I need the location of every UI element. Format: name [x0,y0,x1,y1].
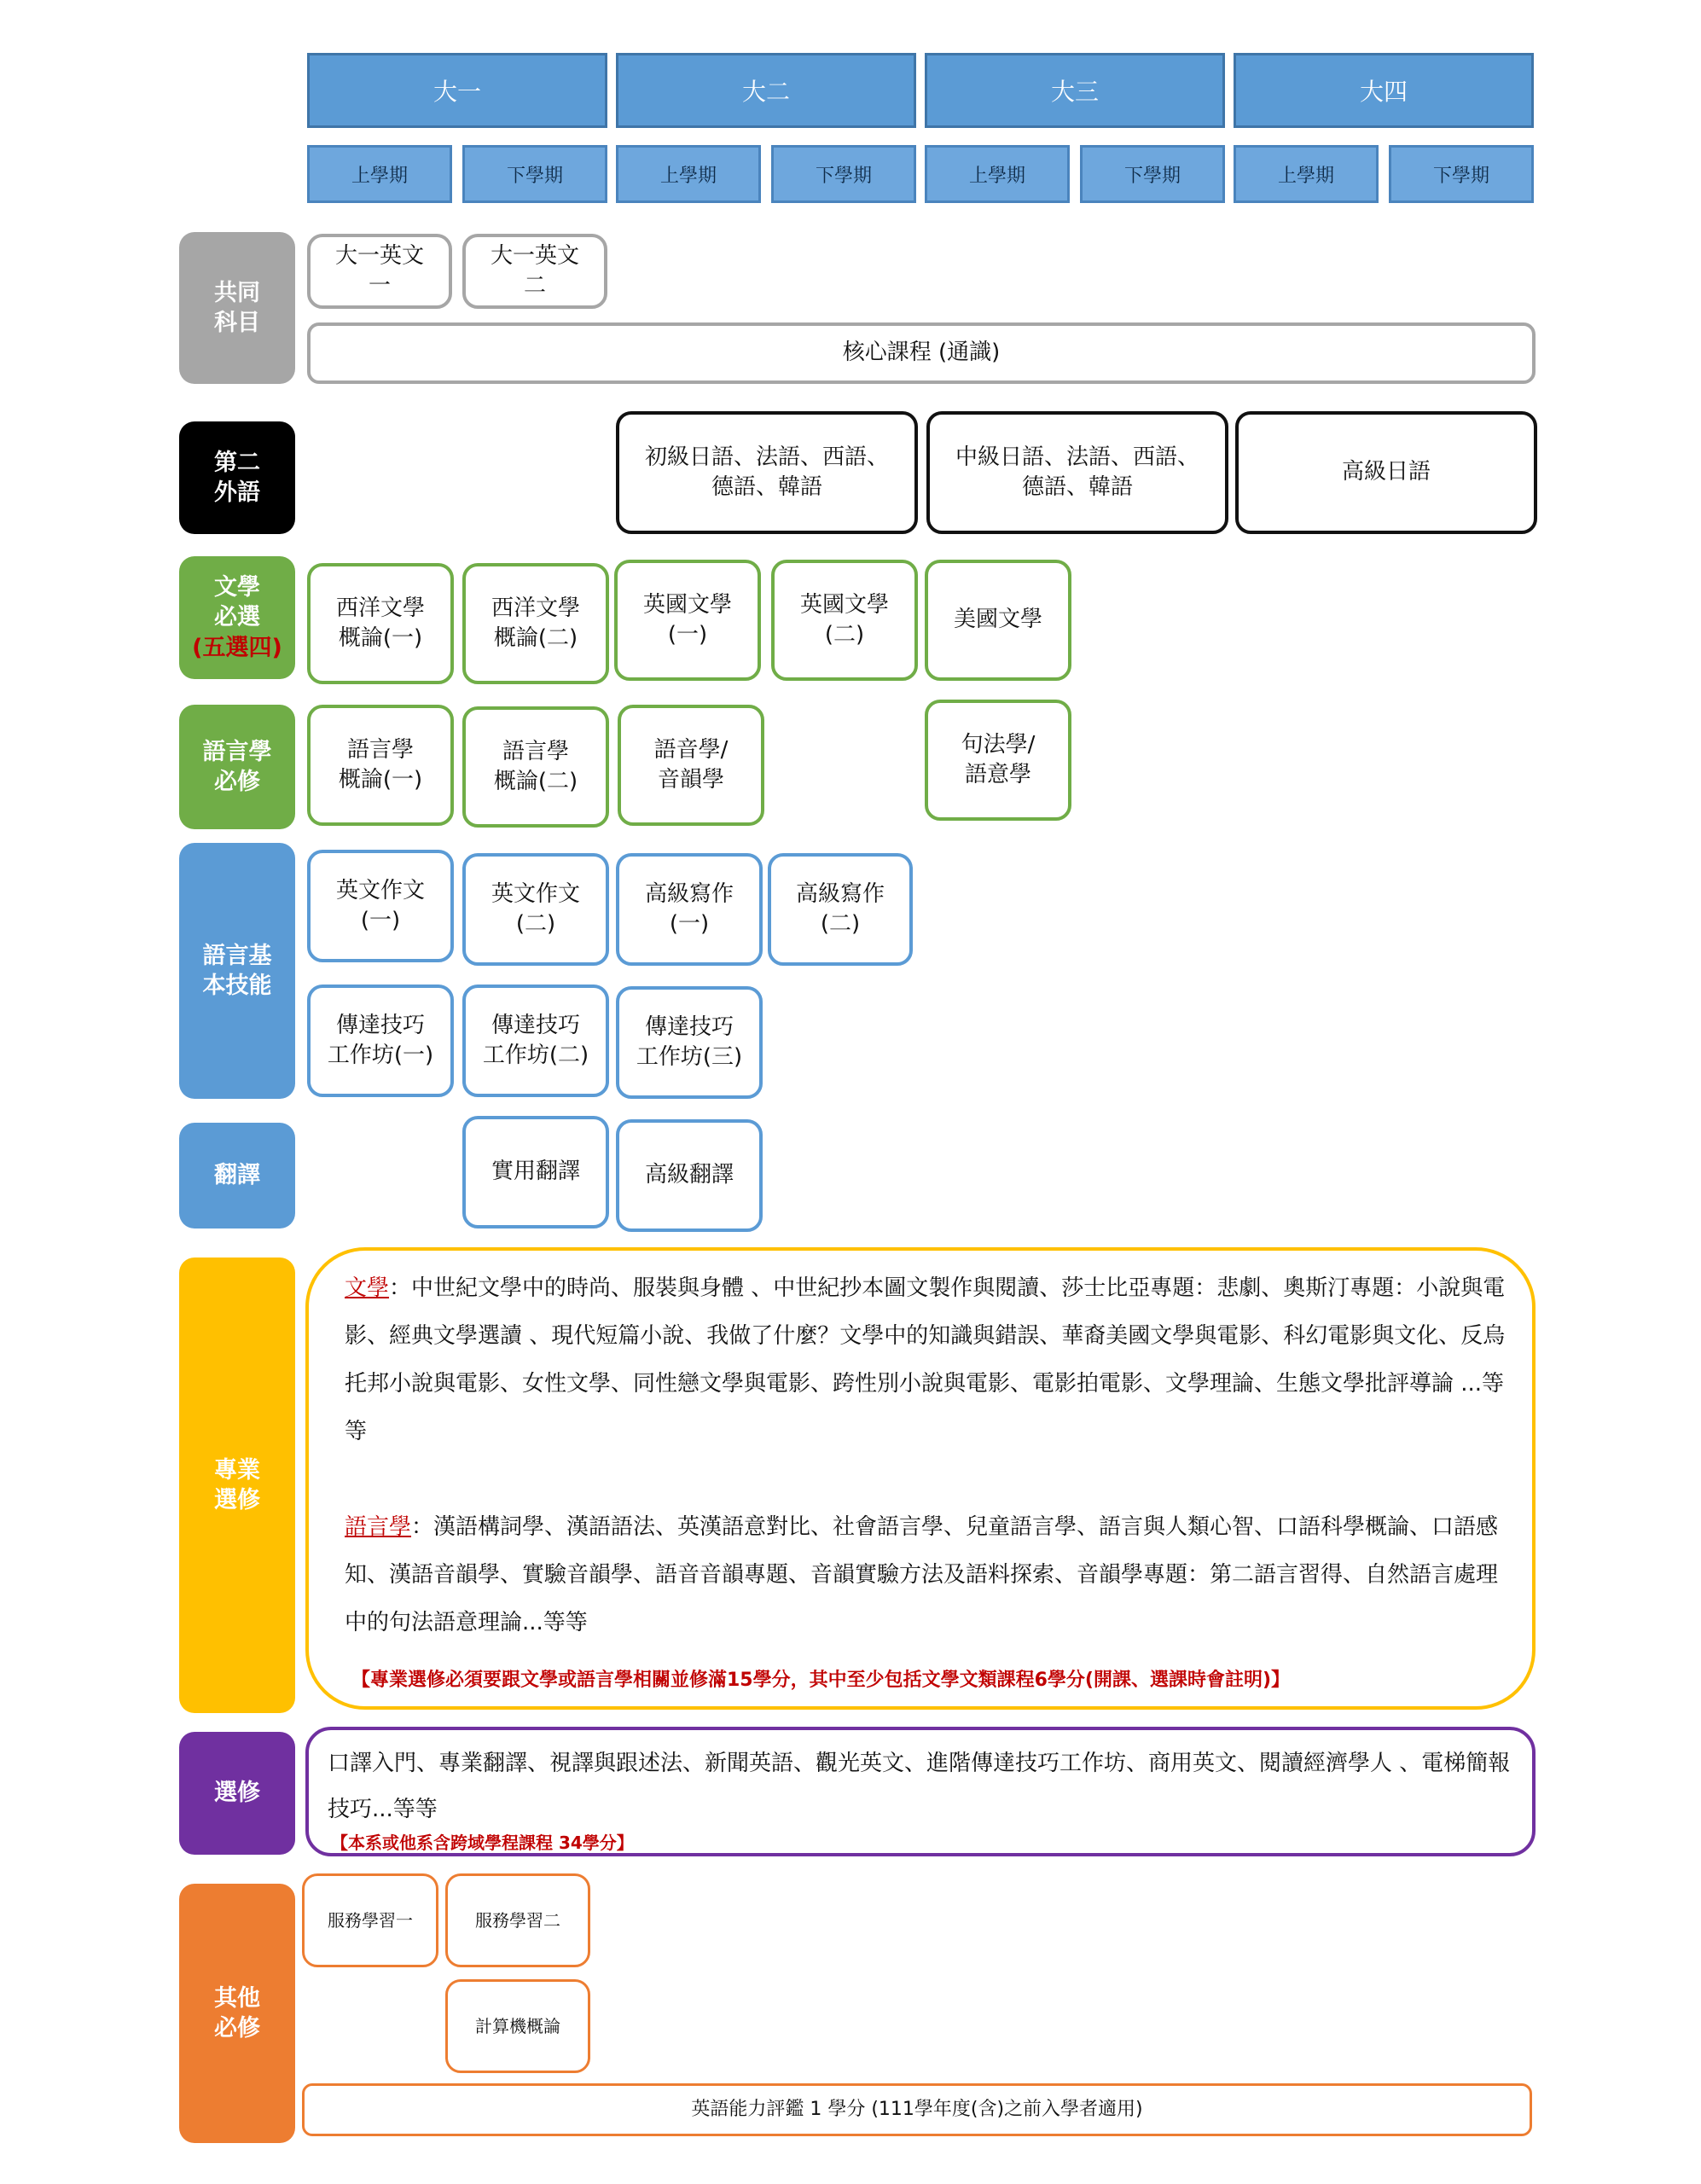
category-elective: 選修 [179,1732,295,1855]
course-core-curriculum: 核心課程 (通識) [307,322,1536,384]
literature-electives [345,1264,1513,1455]
elective-courses: 口譯入門、專業翻譯、視譯與跟述法、新聞英語、觀光英文、進階傳達技巧工作坊、商用英文、閱讀經濟學人 、電梯簡報技巧...等等 [328,1751,1511,1822]
semester-header: 上學期 [307,145,452,203]
course-english-composition-2: 英文作文 (二) [462,853,609,966]
course-intro-linguistics-1: 語言學 概論(一) [307,705,454,826]
course-freshman-english-2: 大一英文 二 [462,234,607,309]
course-western-literature-1: 西洋文學 概論(一) [307,563,454,684]
category-other-required: 其他 必修 [179,1884,295,2143]
course-phonetics-phonology: 語音學/ 音韻學 [618,705,764,826]
course-beginner-second-language: 初級日語、法語、西語、 德語、韓語 [616,411,918,534]
course-western-literature-2: 西洋文學 概論(二) [462,563,609,684]
course-advanced-writing-1: 高級寫作 (一) [616,853,763,966]
category-literature-label: 文學 必選 [214,574,260,631]
category-second-language: 第二 外語 [179,421,295,534]
course-american-literature: 美國文學 [925,560,1071,681]
category-literature-required [179,556,295,679]
course-freshman-english-1: 大一英文 一 [307,234,452,309]
category-translation: 翻譯 [179,1123,295,1228]
category-linguistics-required: 語言學 必修 [179,705,295,829]
semester-header: 上學期 [616,145,761,203]
course-communication-workshop-3: 傳達技巧 工作坊(三) [616,986,763,1099]
course-intermediate-second-language: 中級日語、法語、西語、 德語、韓語 [926,411,1228,534]
course-advanced-translation: 高級翻譯 [616,1119,763,1232]
semester-header: 下學期 [1389,145,1534,203]
literature-courses: ：中世紀文學中的時尚、服裝與身體 、中世紀抄本圖文製作與閱讀、莎士比亞專題：悲劇、奧斯汀專題：小說與電影、經典文學選讀 、現代短篇小說、我做了什麼？文學中的知識與錯誤、華裔美國文學與電影、科幻電影與文化、反烏托邦小說與電影、女性文學、同性戀文學與電影、跨性別小說與電影、電影拍電影、文學理論、生態文學批評導論 ...等等 [345,1275,1506,1444]
course-service-learning-1: 服務學習一 [302,1873,438,1967]
course-service-learning-2: 服務學習二 [445,1873,590,1967]
year-header-3: 大三 [925,53,1225,128]
course-communication-workshop-2: 傳達技巧 工作坊(二) [462,985,609,1097]
course-intro-computer: 計算機概論 [445,1979,590,2073]
year-header-4: 大四 [1234,53,1534,128]
course-british-literature-2: 英國文學 (二) [771,560,918,681]
semester-header: 上學期 [1234,145,1379,203]
course-intro-linguistics-2: 語言學 概論(二) [462,706,609,828]
category-language-skills: 語言基 本技能 [179,843,295,1099]
semester-header: 上學期 [925,145,1070,203]
course-english-composition-1: 英文作文 (一) [307,850,454,962]
category-major-elective: 專業 選修 [179,1258,295,1713]
year-header-2: 大二 [616,53,916,128]
semester-header: 下學期 [1080,145,1225,203]
year-header-1: 大一 [307,53,607,128]
course-advanced-japanese: 高級日語 [1235,411,1537,534]
elective-note: 【本系或他系含跨域學程課程 34學分】 [331,1833,634,1853]
course-practical-translation: 實用翻譯 [462,1116,609,1228]
semester-header: 下學期 [771,145,916,203]
semester-header: 下學期 [462,145,607,203]
english-proficiency-assessment: 英語能力評鑑 1 學分 (111學年度(含)之前入學者適用) [302,2083,1532,2136]
linguistics-label: 語言學 [345,1514,412,1540]
course-british-literature-1: 英國文學 (一) [614,560,761,681]
linguistics-courses: ：漢語構詞學、漢語語法、英漢語意對比、社會語言學、兒童語言學、語言與人類心智、口語科學概論、口語感知、漢語音韻學、實驗音韻學、語音音韻專題、音韻實驗方法及語料探索、音韻學專題：第二語言習得、自然語言處理中的句法語意理論...等等 [345,1514,1499,1635]
course-syntax-semantics: 句法學/ 語意學 [925,700,1071,821]
literature-label: 文學 [345,1275,390,1301]
course-communication-workshop-1: 傳達技巧 工作坊(一) [307,985,454,1097]
category-literature-note: (五選四) [192,634,282,661]
category-common: 共同 科目 [179,232,295,384]
major-elective-note: 【專業選修必須要跟文學或語言學相關並修滿15學分，其中至少包括文學文類課程6學分(開課、選課時會註明)】 [351,1670,1291,1691]
linguistics-electives [345,1503,1513,1647]
course-advanced-writing-2: 高級寫作 (二) [768,853,913,966]
elective-box [305,1727,1536,1856]
major-elective-box [305,1247,1536,1710]
